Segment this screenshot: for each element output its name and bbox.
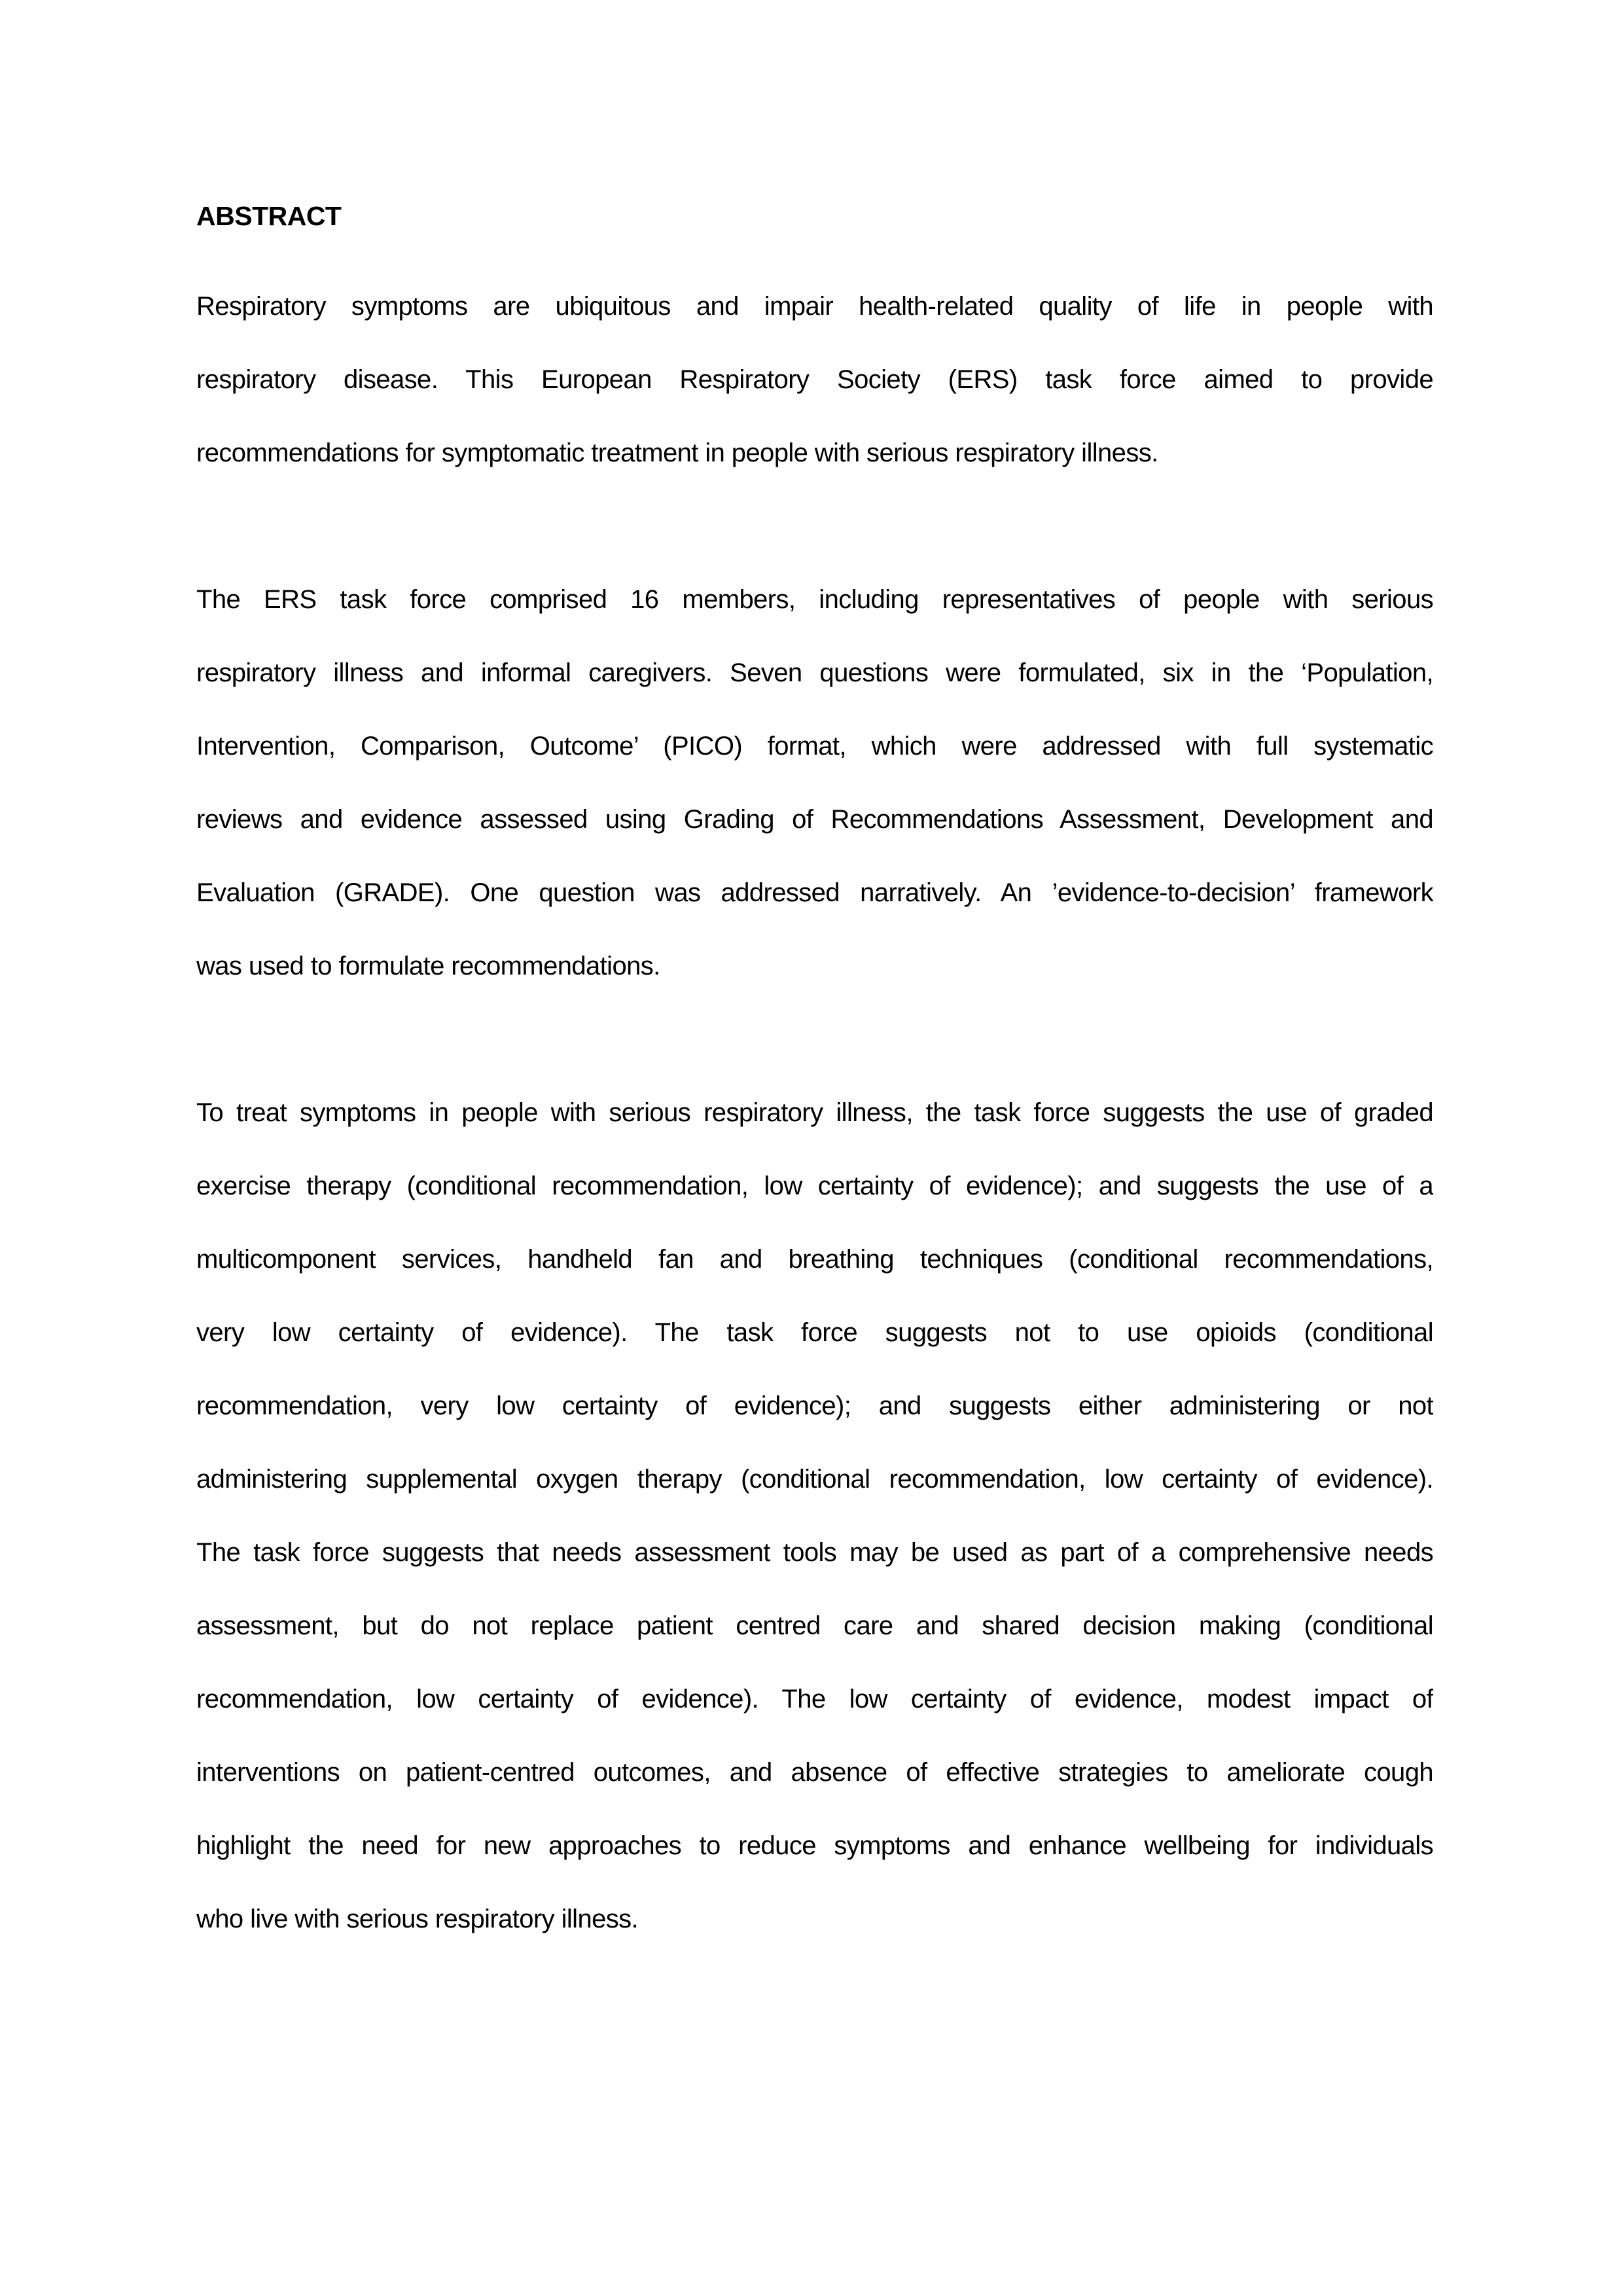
text-line: Intervention, Comparison, Outcome’ (PICO) format, which were addressed with full systematic (196, 732, 1433, 761)
text-line: respiratory disease. This European Respiratory Society (ERS) task force aimed to provide (196, 365, 1433, 394)
text-line: was used to formulate recommendations. (196, 952, 660, 980)
abstract-paragraph-methods (196, 563, 1433, 1003)
text-line: highlight the need for new approaches to reduce symptoms and enhance wellbeing for individuals (196, 1831, 1433, 1860)
abstract-paragraph-results (196, 1076, 1433, 1956)
text-line: recommendation, low certainty of evidence). The low certainty of evidence, modest impact of (196, 1685, 1433, 1713)
text-line: Respiratory symptoms are ubiquitous and impair health-related quality of life in people with (196, 292, 1433, 321)
text-line: assessment, but do not replace patient centred care and shared decision making (conditional (196, 1611, 1433, 1640)
text-line: administering supplemental oxygen therapy (conditional recommendation, low certainty of evidence). (196, 1465, 1433, 1494)
text-line: The ERS task force comprised 16 members, including representatives of people with serious (196, 585, 1433, 614)
text-line: exercise therapy (conditional recommendation, low certainty of evidence); and suggests the use of a (196, 1172, 1433, 1200)
text-line: To treat symptoms in people with serious respiratory illness, the task force suggests the use of graded (196, 1098, 1433, 1127)
text-line: recommendations for symptomatic treatment in people with serious respiratory illness. (196, 439, 1158, 467)
text-line: multicomponent services, handheld fan and breathing techniques (conditional recommendations, (196, 1245, 1433, 1274)
text-line: recommendation, very low certainty of evidence); and suggests either administering or not (196, 1391, 1433, 1420)
abstract-heading: ABSTRACT (196, 201, 342, 231)
abstract-paragraph-background (196, 270, 1433, 490)
text-line: respiratory illness and informal caregivers. Seven questions were formulated, six in the ‘Population, (196, 658, 1433, 687)
text-line: who live with serious respiratory illness. (196, 1905, 639, 1933)
text-line: interventions on patient-centred outcomes, and absence of effective strategies to ameliorate cough (196, 1758, 1433, 1787)
text-line: very low certainty of evidence). The task force suggests not to use opioids (conditional (196, 1318, 1433, 1347)
text-line: Evaluation (GRADE). One question was addressed narratively. An ’evidence-to-decision’ framework (196, 878, 1433, 907)
text-line: reviews and evidence assessed using Grading of Recommendations Assessment, Development and (196, 805, 1433, 834)
text-line: The task force suggests that needs assessment tools may be used as part of a comprehensive needs (196, 1538, 1433, 1567)
abstract-body (196, 270, 1433, 1956)
document-page (196, 196, 1433, 2029)
